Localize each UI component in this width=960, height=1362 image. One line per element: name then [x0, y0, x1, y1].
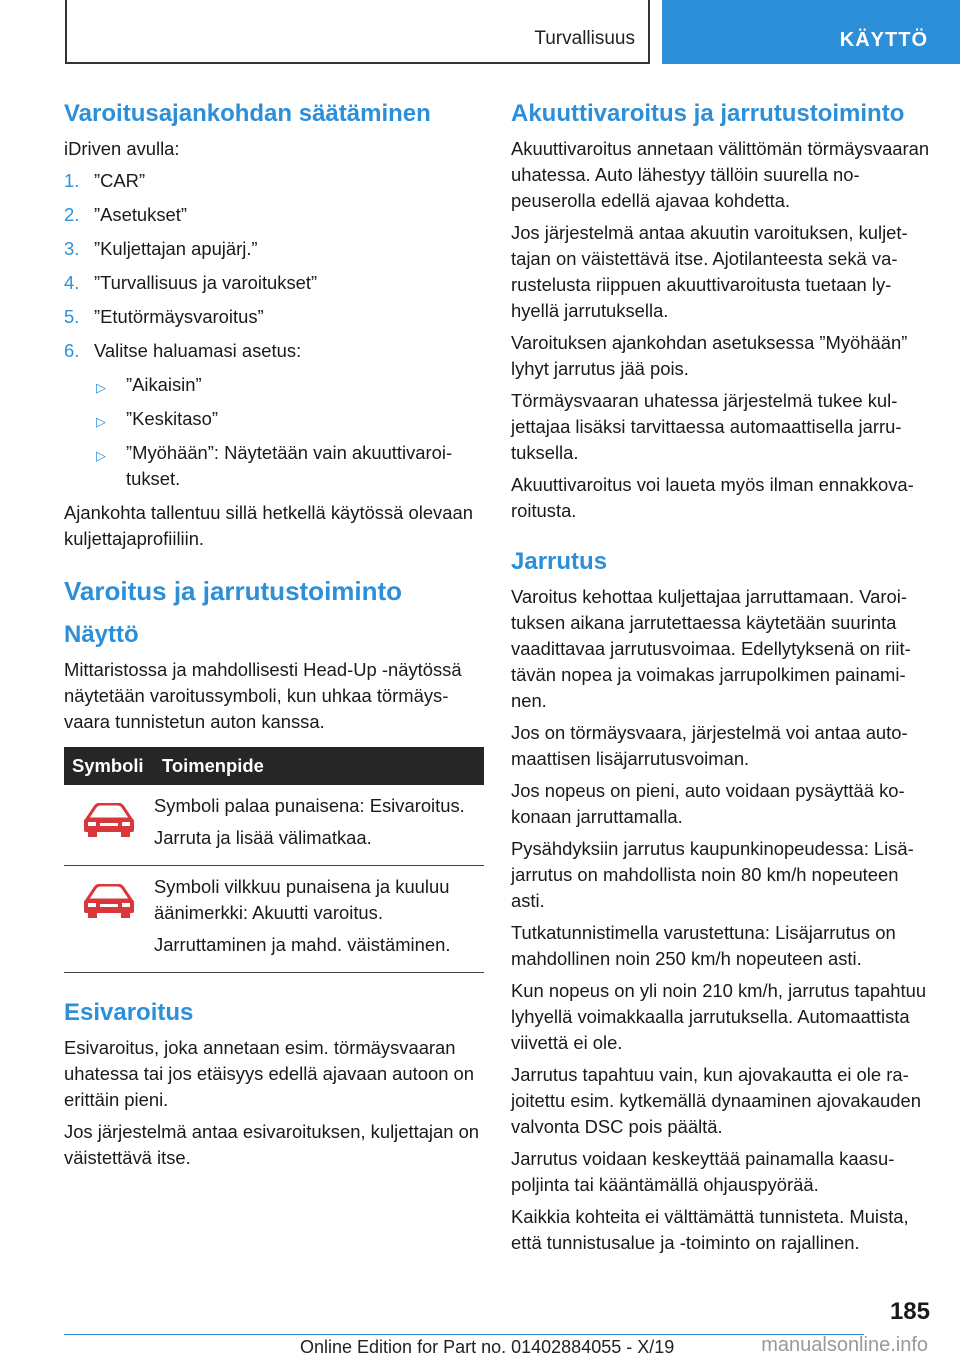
action-line: Symboli vilkkuu punaisena ja kuuluu äänimerkki: Akuutti varoitus.: [154, 876, 450, 923]
header-section-title: Turvallisuus: [534, 28, 635, 49]
action-line: Jarruta ja lisää välimatkaa.: [154, 827, 372, 848]
prewarning-text: Esivaroitus, joka annetaan esim. törmäysvaaran uhatessa tai jos etäisyys edellä ajavaan autoon on erittäin pieni.: [64, 1037, 474, 1110]
page-header: [0, 0, 960, 66]
braking-paragraph: Jarrutus tapahtuu vain, kun ajovakautta ei ole rajoitettu esim. kytkemällä dynaaminen ajovakauden valvonta DSC pois päältä.: [511, 1064, 921, 1137]
step-number: 2.: [64, 204, 80, 225]
action-cell: [154, 785, 484, 866]
braking-paragraph: Pysähdyksiin jarrutus kaupunkinopeudessa: Lisäjarrutus on mahdollista noin 80 km/h nopeuteen asti.: [511, 838, 914, 911]
step-item: [64, 270, 484, 296]
acute-paragraph: Törmäysvaaran uhatessa järjestelmä tukee kuljettajaa lisäksi tarvittaessa automaattisella jarrutuksella.: [511, 390, 902, 463]
step-number: 5.: [64, 306, 80, 327]
heading-warning-timing: Varoitusajankohdan säätäminen: [64, 100, 431, 127]
step-text: ”CAR”: [94, 170, 146, 191]
step-text: ”Kuljettajan apujärj.”: [94, 238, 258, 259]
acute-paragraph: Varoituksen ajankohdan asetuksessa ”Myöhään” lyhyt jarrutus jää pois.: [511, 332, 908, 379]
braking-paragraph: Jos on törmäysvaara, järjestelmä voi antaa automaattisen lisäjarrutusvoiman.: [511, 722, 908, 769]
braking-paragraph: Jos nopeus on pieni, auto voidaan pysäyttää kokonaan jarruttamalla.: [511, 780, 905, 827]
symbol-cell: [64, 866, 154, 973]
braking-paragraph: Varoitus kehottaa kuljettajaa jarruttamaan. Varoituksen aikana jarrutettaessa käytetään suurinta vaadittavaa jarrutusvoimaa. Edellytyksenä on riittävän nopea ja voimakas jarrupolkimen painaminen.: [511, 586, 911, 711]
table-row: [64, 785, 484, 866]
step-number: 1.: [64, 170, 80, 191]
braking-paragraph: Kaikkia kohteita ei välttämättä tunnisteta. Muista, että tunnistusalue ja -toiminto on rajallinen.: [511, 1206, 909, 1253]
table-header-action: Toimenpide: [154, 747, 484, 785]
step-number: 4.: [64, 272, 80, 293]
option-text: ”Keskitaso”: [126, 408, 218, 429]
triangle-bullet-icon: ▷: [96, 414, 106, 429]
heading-acute-warning: Akuuttivaroitus ja jarrutustoiminto: [511, 100, 905, 127]
step-item: [64, 338, 484, 492]
step-item: [64, 304, 484, 330]
acute-paragraph: Jos järjestelmä antaa akuutin varoituksen, kuljettajan on väistettävä itse. Ajotilanteesta sekä varustelusta riippuen akuuttivaroitusta tuetaan lyhyellä jarrutuksella.: [511, 222, 908, 321]
option-text: ”Myöhään”: Näytetään vain akuuttivaroitukset.: [126, 442, 453, 489]
options-list: [94, 372, 484, 492]
left-column: [64, 100, 484, 1177]
page-number: 185: [889, 1298, 930, 1325]
intro-text: iDriven avulla:: [64, 138, 180, 159]
braking-paragraph: Jarrutus voidaan keskeyttää painamalla kaasupoljinta tai kääntämällä ohjauspyörää.: [511, 1148, 895, 1195]
table-header-symbol: Symboli: [64, 747, 154, 785]
settings-steps-list: [64, 168, 484, 492]
acute-paragraph: Akuuttivaroitus voi laueta myös ilman ennakkovaroitusta.: [511, 474, 914, 521]
table-row: [64, 866, 484, 973]
step-item: [64, 202, 484, 228]
symbol-cell: [64, 785, 154, 866]
car-warning-icon: [83, 803, 135, 837]
heading-warning-braking: Varoitus ja jarrutustoiminto: [64, 576, 403, 606]
header-chapter-tab: KÄYTTÖ: [662, 0, 960, 64]
profile-note: Ajankohta tallentuu sillä hetkellä käytössä olevaan kuljettajaprofiiliin.: [64, 502, 473, 549]
step-number: 6.: [64, 340, 80, 361]
option-item: [94, 372, 484, 398]
action-line: Jarruttaminen ja mahd. väistäminen.: [154, 934, 451, 955]
step-item: [64, 168, 484, 194]
step-text: ”Asetukset”: [94, 204, 188, 225]
triangle-bullet-icon: ▷: [96, 448, 106, 463]
right-column: [511, 100, 931, 1262]
braking-paragraph: Tutkatunnistimella varustettuna: Lisäjarrutus on mahdollinen noin 250 km/h nopeuteen asti.: [511, 922, 896, 969]
car-warning-icon: [83, 884, 135, 918]
symbol-table: [64, 747, 484, 973]
footer-edition: Online Edition for Part no. 01402884055 - X/19: [300, 1337, 675, 1357]
step-text: ”Turvallisuus ja varoitukset”: [94, 272, 318, 293]
step-text: Valitse haluamasi asetus:: [94, 340, 302, 361]
option-text: ”Aikaisin”: [126, 374, 202, 395]
braking-paragraph: Kun nopeus on yli noin 210 km/h, jarrutus tapahtuu lyhyellä voimakkaalla jarrutuksella. Automaattista viivettä ei ole.: [511, 980, 927, 1053]
step-text: ”Etutörmäysvaroitus”: [94, 306, 264, 327]
heading-display: Näyttö: [64, 621, 139, 648]
watermark-text: manualsonline.info: [761, 1334, 928, 1356]
option-item: [94, 406, 484, 432]
heading-prewarning: Esivaroitus: [64, 999, 194, 1026]
prewarning-text: Jos järjestelmä antaa esivaroituksen, kuljettajan on väistettävä itse.: [64, 1121, 480, 1168]
triangle-bullet-icon: ▷: [96, 380, 106, 395]
footer-divider: [64, 1334, 864, 1335]
action-line: Symboli palaa punaisena: Esivaroitus.: [154, 795, 465, 816]
acute-paragraph: Akuuttivaroitus annetaan välittömän törmäysvaaran uhatessa. Auto lähestyy tällöin suurella nopeuserolla edellä ajavaa kohdetta.: [511, 138, 930, 211]
heading-braking: Jarrutus: [511, 548, 608, 575]
display-text: Mittaristossa ja mahdollisesti Head-Up -näytössä näytetään varoitussymboli, kun uhkaa törmäysvaara tunnistetun auton kanssa.: [64, 659, 462, 732]
step-number: 3.: [64, 238, 80, 259]
action-cell: [154, 866, 484, 973]
step-item: [64, 236, 484, 262]
option-item: [94, 440, 484, 492]
